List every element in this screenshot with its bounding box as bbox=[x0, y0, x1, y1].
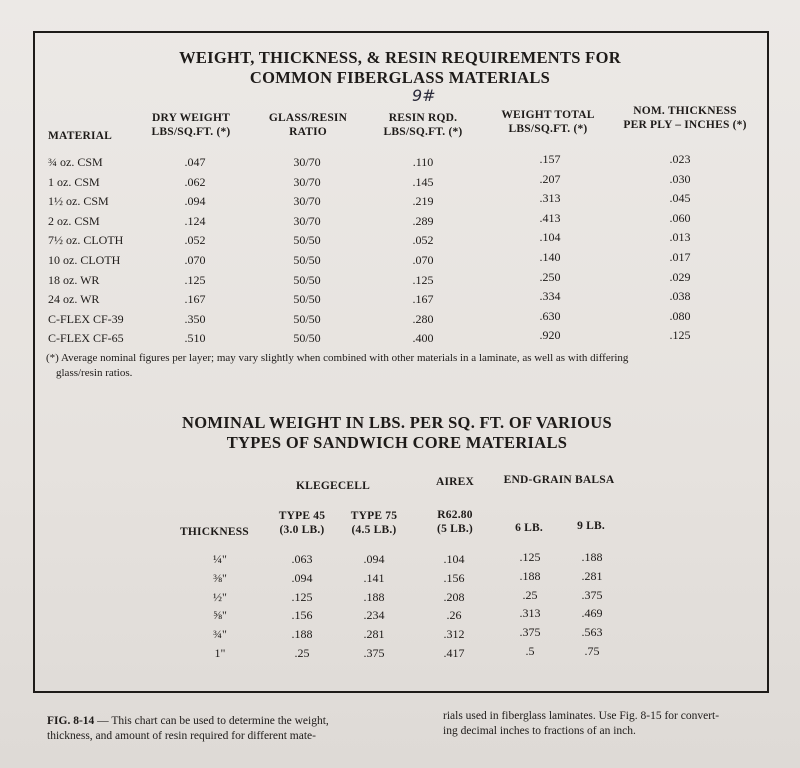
table1-cell-dry-weight: .510 bbox=[184, 331, 206, 345]
table1-cell-resin-rqd: .280 bbox=[412, 312, 434, 326]
table1-cell-nom-thickness: .029 bbox=[669, 270, 691, 284]
table2-cell-balsa-9lb: .188 bbox=[581, 550, 603, 564]
table1-cell-resin-rqd: .125 bbox=[412, 273, 434, 287]
table1-cell-glass-resin: 50/50 bbox=[293, 292, 321, 306]
header-r6280: R62.80 (5 LB.) bbox=[437, 509, 473, 535]
table1-cell-nom-thickness: .060 bbox=[669, 211, 691, 225]
table1-cell-glass-resin: 30/70 bbox=[293, 194, 321, 208]
table1-cell-material: ¾ oz. CSM bbox=[48, 155, 103, 169]
table1-cell-resin-rqd: .070 bbox=[412, 253, 434, 267]
table2-cell-thickness: ⅝" bbox=[213, 608, 227, 622]
figure-label: FIG. 8-14 bbox=[47, 715, 95, 727]
table1-cell-resin-rqd: .145 bbox=[412, 175, 434, 189]
header-nom-thickness: NOM. THICKNESS PER PLY – INCHES (*) bbox=[623, 105, 747, 131]
table2-cell-type75: .234 bbox=[363, 608, 385, 622]
header-weight-total: WEIGHT TOTAL LBS/SQ.FT. (*) bbox=[501, 109, 595, 135]
footnote-line1: (*) Average nominal figures per layer; may vary slightly when combined with other materials in a laminate, as well as with differing bbox=[46, 352, 629, 364]
table2-cell-type45: .094 bbox=[291, 571, 313, 585]
handwritten-note: 9# bbox=[412, 86, 436, 105]
table2-cell-r6280: .104 bbox=[443, 552, 465, 566]
table1-cell-dry-weight: .350 bbox=[184, 312, 206, 326]
table2-cell-balsa-9lb: .563 bbox=[581, 625, 603, 639]
table1-cell-weight-total: .334 bbox=[539, 289, 561, 303]
table1-cell-nom-thickness: .013 bbox=[669, 230, 691, 244]
table1-cell-nom-thickness: .023 bbox=[669, 152, 691, 166]
table1-cell-weight-total: .313 bbox=[539, 191, 561, 205]
table2-cell-thickness: ⅜" bbox=[213, 571, 227, 585]
table1-cell-glass-resin: 30/70 bbox=[293, 214, 321, 228]
header-thickness: THICKNESS bbox=[180, 526, 249, 538]
table2-cell-balsa-9lb: .375 bbox=[581, 588, 603, 602]
table2-cell-balsa-6lb: .375 bbox=[519, 625, 541, 639]
table1-cell-nom-thickness: .017 bbox=[669, 250, 691, 264]
table1-cell-nom-thickness: .030 bbox=[669, 172, 691, 186]
table1-title-line1: WEIGHT, THICKNESS, & RESIN REQUIREMENTS FOR bbox=[179, 48, 621, 67]
table1-cell-weight-total: .157 bbox=[539, 152, 561, 166]
table2-cell-thickness: ¾" bbox=[213, 627, 227, 641]
table2-cell-type75: .281 bbox=[363, 627, 385, 641]
header-dry-weight: DRY WEIGHT LBS/SQ.FT. (*) bbox=[151, 112, 231, 138]
table2-cell-type75: .188 bbox=[363, 590, 385, 604]
table2-cell-type45: .156 bbox=[291, 608, 313, 622]
table2-cell-balsa-6lb: .188 bbox=[519, 569, 541, 583]
table1-cell-dry-weight: .047 bbox=[184, 155, 206, 169]
table1-cell-material: 2 oz. CSM bbox=[48, 214, 100, 228]
table2-cell-r6280: .26 bbox=[446, 608, 462, 622]
table2-cell-r6280: .156 bbox=[443, 571, 465, 585]
table1-cell-resin-rqd: .400 bbox=[412, 331, 434, 345]
table1-cell-dry-weight: .125 bbox=[184, 273, 206, 287]
table2-cell-balsa-9lb: .75 bbox=[584, 644, 600, 658]
table2-cell-balsa-6lb: .313 bbox=[519, 606, 541, 620]
table1-cell-weight-total: .920 bbox=[539, 328, 561, 342]
table1-cell-dry-weight: .052 bbox=[184, 233, 206, 247]
table2-cell-type45: .25 bbox=[294, 646, 310, 660]
caption-left-line1: — This chart can be used to determine the weight, bbox=[94, 715, 329, 727]
table1-cell-dry-weight: .094 bbox=[184, 194, 206, 208]
caption-left-line2: thickness, and amount of resin required for different mate- bbox=[47, 730, 316, 742]
table2-cell-type45: .125 bbox=[291, 590, 313, 604]
table1-cell-material: 10 oz. CLOTH bbox=[48, 253, 121, 267]
table1-cell-material: 1 oz. CSM bbox=[48, 175, 100, 189]
table1-cell-weight-total: .140 bbox=[539, 250, 561, 264]
table2-cell-type75: .375 bbox=[363, 646, 385, 660]
table1-cell-material: C-FLEX CF-39 bbox=[48, 312, 124, 326]
header-balsa-9lb: 9 LB. bbox=[577, 520, 605, 532]
table1-title-line2: COMMON FIBERGLASS MATERIALS bbox=[249, 68, 551, 87]
table1-cell-nom-thickness: .080 bbox=[669, 309, 691, 323]
table1-cell-glass-resin: 50/50 bbox=[293, 233, 321, 247]
group-balsa: END-GRAIN BALSA bbox=[503, 474, 615, 486]
table1-cell-material: 18 oz. WR bbox=[48, 273, 100, 287]
table2-cell-type45: .188 bbox=[291, 627, 313, 641]
table1-cell-material: 24 oz. WR bbox=[48, 292, 100, 306]
table1-cell-resin-rqd: .110 bbox=[412, 155, 434, 169]
table1-cell-glass-resin: 30/70 bbox=[293, 155, 321, 169]
table1-cell-glass-resin: 50/50 bbox=[293, 331, 321, 345]
caption-left bbox=[47, 714, 407, 744]
table1-cell-nom-thickness: .125 bbox=[669, 328, 691, 342]
table2-cell-r6280: .208 bbox=[443, 590, 465, 604]
header-type75: TYPE 75 (4.5 LB.) bbox=[350, 510, 398, 536]
table2-cell-type75: .141 bbox=[363, 571, 385, 585]
table1-cell-dry-weight: .070 bbox=[184, 253, 206, 267]
table1-cell-nom-thickness: .045 bbox=[669, 191, 691, 205]
table1-cell-resin-rqd: .289 bbox=[412, 214, 434, 228]
header-resin-rqd: RESIN RQD. LBS/SQ.FT. (*) bbox=[383, 112, 463, 138]
table2-cell-balsa-6lb: .125 bbox=[519, 550, 541, 564]
table1-cell-weight-total: .413 bbox=[539, 211, 561, 225]
table1-cell-glass-resin: 30/70 bbox=[293, 175, 321, 189]
table1-cell-weight-total: .207 bbox=[539, 172, 561, 186]
group-airex: AIREX bbox=[435, 476, 475, 488]
table2-title-line2: TYPES OF SANDWICH CORE MATERIALS bbox=[226, 433, 568, 452]
header-glass-resin: GLASS/RESIN RATIO bbox=[268, 112, 348, 138]
caption-right-line1: rials used in fiberglass laminates. Use Fig. 8-15 for convert- bbox=[443, 710, 720, 722]
table1-cell-material: 7½ oz. CLOTH bbox=[48, 233, 124, 247]
table2-cell-type45: .063 bbox=[291, 552, 313, 566]
header-balsa-6lb: 6 LB. bbox=[515, 522, 543, 534]
table1-cell-nom-thickness: .038 bbox=[669, 289, 691, 303]
table2-cell-type75: .094 bbox=[363, 552, 385, 566]
group-klegecell: KLEGECELL bbox=[295, 480, 371, 492]
table2-cell-balsa-6lb: .25 bbox=[522, 588, 538, 602]
footnote-line2: glass/resin ratios. bbox=[56, 367, 133, 379]
table1-cell-weight-total: .630 bbox=[539, 309, 561, 323]
table1-cell-dry-weight: .062 bbox=[184, 175, 206, 189]
caption-right-line2: ing decimal inches to fractions of an inch. bbox=[443, 725, 636, 737]
table2-title-line1: NOMINAL WEIGHT IN LBS. PER SQ. FT. OF VARIOUS bbox=[182, 413, 612, 432]
table2-cell-thickness: ¼" bbox=[213, 552, 227, 566]
table1-cell-resin-rqd: .052 bbox=[412, 233, 434, 247]
table2-cell-balsa-6lb: .5 bbox=[525, 644, 535, 658]
header-material: MATERIAL bbox=[48, 130, 113, 142]
table1-cell-dry-weight: .124 bbox=[184, 214, 206, 228]
table1-cell-glass-resin: 50/50 bbox=[293, 253, 321, 267]
caption-right bbox=[443, 709, 783, 739]
table1-cell-material: 1½ oz. CSM bbox=[48, 194, 109, 208]
table2-cell-r6280: .312 bbox=[443, 627, 465, 641]
table1-cell-resin-rqd: .167 bbox=[412, 292, 434, 306]
table1-cell-glass-resin: 50/50 bbox=[293, 312, 321, 326]
table1-cell-weight-total: .104 bbox=[539, 230, 561, 244]
header-type45: TYPE 45 (3.0 LB.) bbox=[278, 510, 326, 536]
table2-cell-r6280: .417 bbox=[443, 646, 465, 660]
table1-cell-glass-resin: 50/50 bbox=[293, 273, 321, 287]
table2-cell-balsa-9lb: .281 bbox=[581, 569, 603, 583]
table1-cell-weight-total: .250 bbox=[539, 270, 561, 284]
table2-cell-thickness: 1" bbox=[214, 646, 226, 660]
table2-cell-balsa-9lb: .469 bbox=[581, 606, 603, 620]
table2-cell-thickness: ½" bbox=[213, 590, 227, 604]
table1-cell-material: C-FLEX CF-65 bbox=[48, 331, 124, 345]
table1-cell-resin-rqd: .219 bbox=[412, 194, 434, 208]
table1-cell-dry-weight: .167 bbox=[184, 292, 206, 306]
